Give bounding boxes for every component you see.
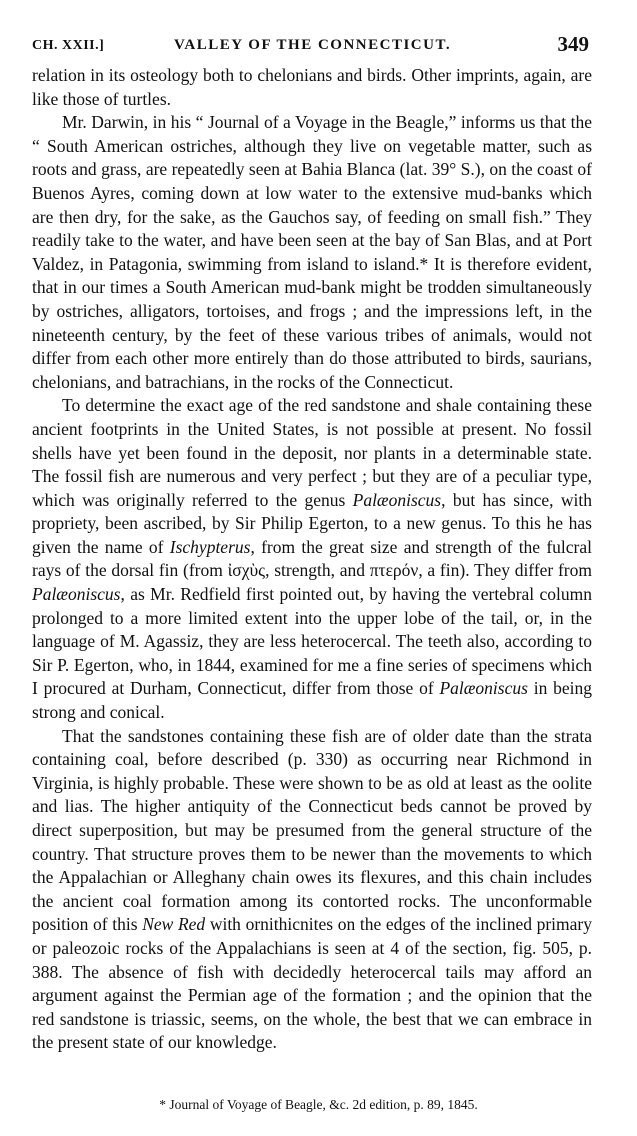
text-run: , as Mr. Redfield first pointed out, by having the vertebral column prolonged to a more limited extent into the upper lobe of the tail, or, in the language of M. Agassiz, they are less heterocercal. The teeth also, according to Sir P. Egerton, who, in 1844, examined for me a fine series of specimens which I procured at Durham, Connecticut, differ from those of	[32, 584, 592, 699]
chapter-label: CH. XXII.]	[32, 38, 105, 53]
text-run: To determine the exact age of the red sandstone and shale containing these ancient footprints in the United States, is not possible at present. No fossil shells have yet been found in the deposit, nor plants in a determinable state. The fossil fish are numerous and very perfect ; but they are of a peculiar type, which was originally referred to the genus	[32, 395, 592, 510]
body-text	[32, 64, 592, 1055]
paragraph-continuation: relation in its osteology both to chelonians and birds. Other imprints, again, are like those of turtles.	[32, 65, 592, 109]
genus-name: Ischypterus	[169, 536, 251, 557]
paragraph-age-of-sandstone	[32, 394, 592, 724]
paragraph-older-date	[32, 725, 592, 1055]
text-run: with ornithicnites on the edges of the inclined primary or paleozoic rocks of the Appalachians is seen at 4 of the section, fig. 505, p. 388. The absence of fish with decidedly heterocercal tails may afford an argument against the Permian age of the formation ; and the opinion that the red sandstone is triassic, seems, on the whole, the best that we can embrace in the present state of our knowledge.	[32, 914, 593, 1053]
text-run: in being strong and conical.	[32, 678, 592, 723]
text-run: That the sandstones containing these fish are of older date than the strata containing coal, before described (p. 330) as occurring near Richmond in Virginia, is highly probable. These were shown to be as old at least as the oolite and lias. The higher antiquity of the Connecticut beds cannot be proved by direct superposition, but may be presumed from the general structure of the country. That structure proves them to be newer than the movements to which the Appalachian or Alleghany chain owes its flexures, and this chain includes the ancient coal formation among its contorted rocks. The unconformable position of this	[32, 725, 592, 935]
genus-name: Palæoniscus	[352, 489, 442, 510]
text-run: , but has since, with propriety, been ascribed, by Sir Philip Egerton, to a new genus. To this he has given the name of	[32, 489, 592, 557]
running-title: VALLEY OF THE CONNECTICUT.	[174, 37, 452, 53]
paragraph-darwin: Mr. Darwin, in his “ Journal of a Voyage in the Beagle,” informs us that the “ South American ostriches, although they live on vegetable matter, such as roots and grass, are repeatedly seen at Bahia Blanca (lat. 39° S.), on the coast of Buenos Ayres, coming down at low water to the extensive mud-banks which are then dry, for the sake, as the Gauchos say, of feeding on small fish.” They readily take to the water, and have been seen at the bay of San Blas, and at Port Valdez, in Patagonia, swimming from island to island.* It is therefore evident, that in our times a South American mud-bank might be trodden simultaneously by ostriches, alligators, tortoises, and frogs ; and the impressions left, in the nineteenth century, by the feet of these various tribes of animals, would not differ from each other more entirely than do those attributed to birds, saurians, chelonians, and batrachians, in the rocks of the Connecticut.	[32, 112, 592, 392]
running-header	[32, 32, 589, 58]
footnote: * Journal of Voyage of Beagle, &c. 2d edition, p. 89, 1845.	[159, 1097, 478, 1112]
page-number: 349	[557, 32, 589, 56]
genus-name: Palæoniscus	[439, 678, 528, 699]
text-run: , from the great size and strength of the fulcral rays of the dorsal fin (from ἰσχὺς, strength, and πτερόν, a fin). They differ from	[32, 536, 592, 581]
genus-name: Palæoniscus	[32, 584, 121, 605]
formation-name: New Red	[142, 914, 206, 935]
